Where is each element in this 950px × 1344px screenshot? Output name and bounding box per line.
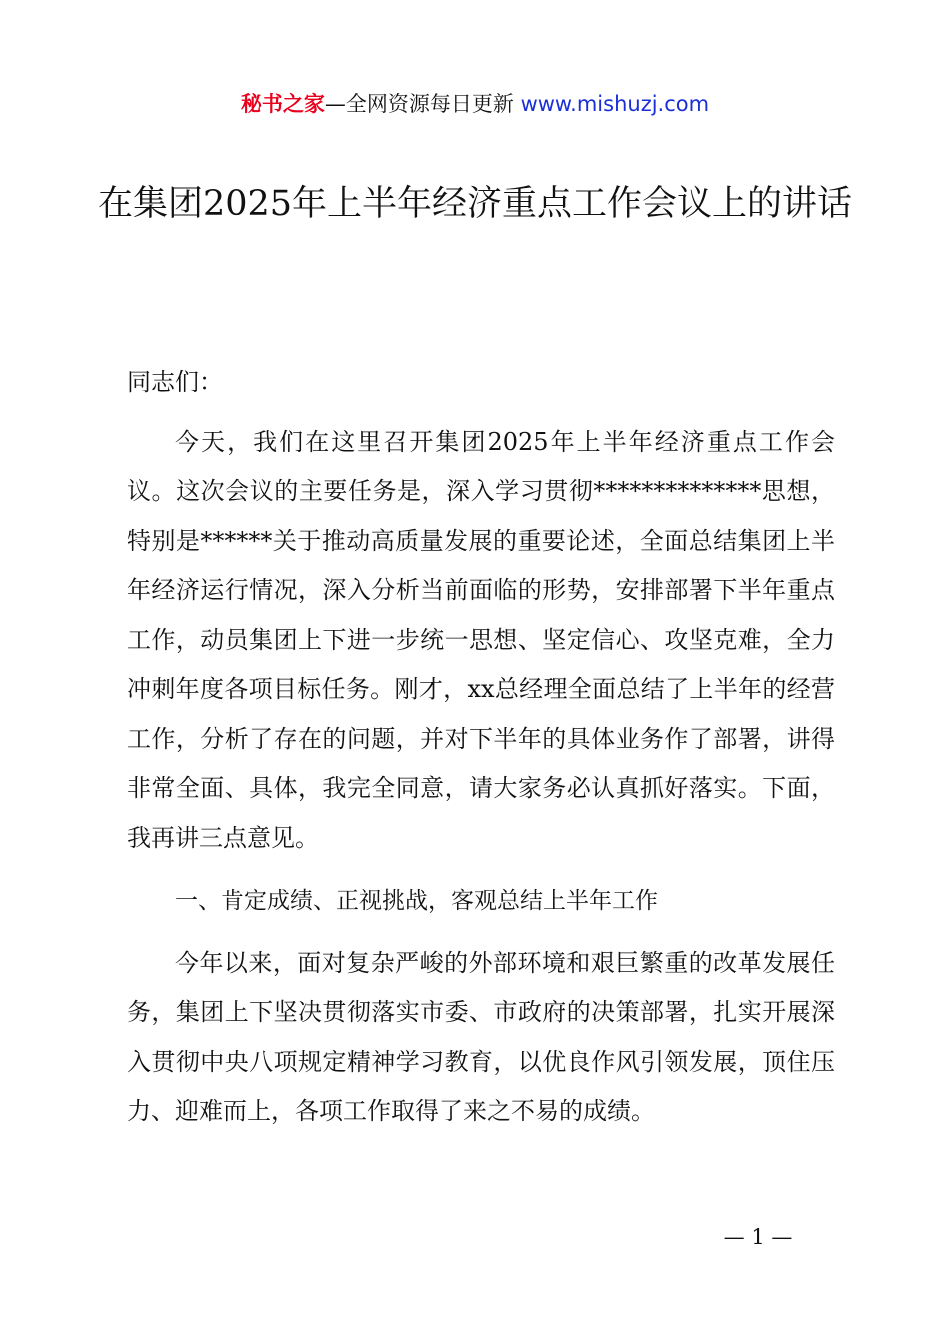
greeting: 同志们：	[127, 368, 223, 396]
document-title: 在集团2025年上半年经济重点工作会议上的讲话	[97, 184, 853, 224]
site-header	[0, 88, 950, 120]
site-slogan: —全网资源每日更新	[324, 92, 514, 116]
section-one-heading: 一、肯定成绩、正视挑战，客观总结上半年工作	[175, 888, 658, 914]
site-brand: 秘书之家	[240, 92, 325, 116]
page-number: — 1 —	[723, 1225, 793, 1249]
intro-paragraph: 今天，我们在这里召开集团2025年上半年经济重点工作会议。这次会议的主要任务是，深入学习贯彻**************思想，特别是******关于推动高质量发展的重要论述，全面总结集团上半年经济运行情况，深入分析当前面临的形势，安排部署下半年重点工作，动员集团上下进一步统一思想、坚定信心、攻坚克难，全力冲刺年度各项目标任务。刚才，xx总经理全面总结了上半年的经营工作，分析了存在的问题，并对下半年的具体业务作了部署，讲得非常全面、具体，我完全同意，请大家务必认真抓好落实。下面，我再讲三点意见。	[127, 427, 835, 852]
section-one-paragraph: 今年以来，面对复杂严峻的外部环境和艰巨繁重的改革发展任务，集团上下坚决贯彻落实市委、市政府的决策部署，扎实开展深入贯彻中央八项规定精神学习教育，以优良作风引领发展，顶住压力、迎难而上，各项工作取得了来之不易的成绩。	[127, 948, 835, 1125]
document-body	[127, 358, 835, 1137]
site-url-link[interactable]: www.mishuzj.com	[520, 92, 710, 116]
